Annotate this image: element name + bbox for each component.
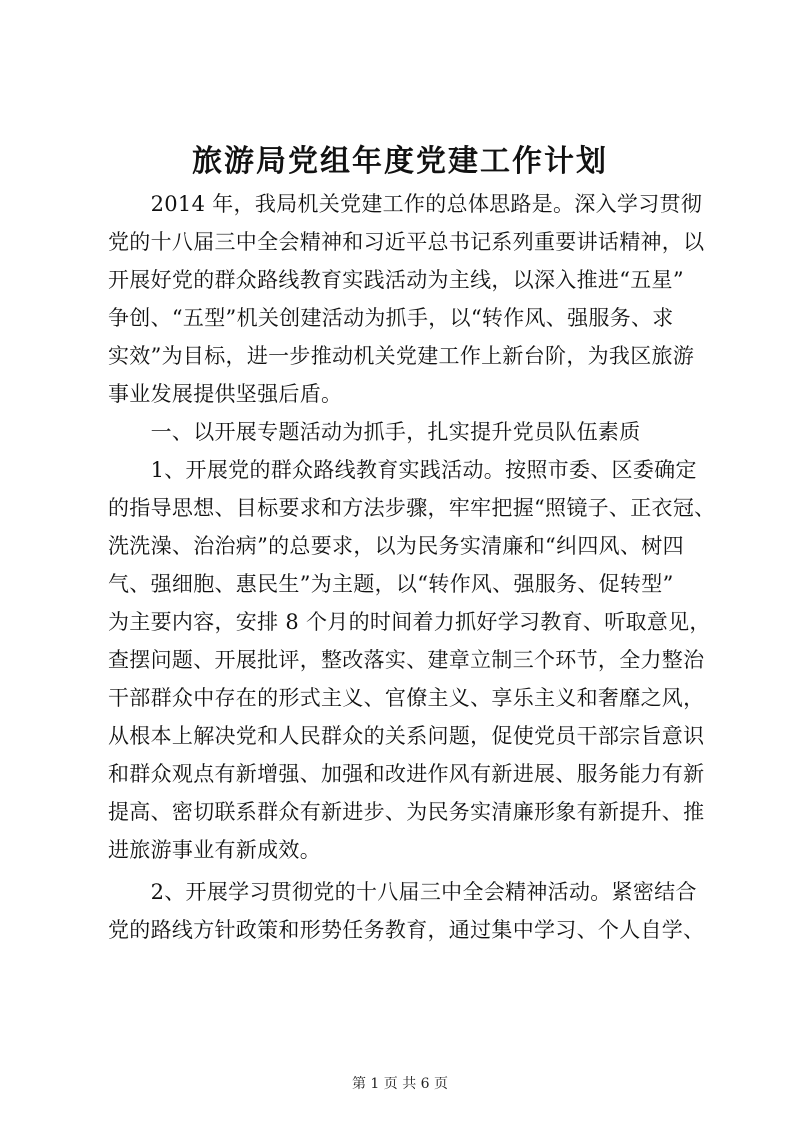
body-line: 1、开展党的群众路线教育实践活动。按照市委、区委确定 <box>108 458 697 482</box>
body-line: 党的路线方针政策和形势任务教育，通过集中学习、个人自学、 <box>108 918 705 942</box>
body-line: 进旅游事业有新成效。 <box>108 838 321 862</box>
body-line: 查摆问题、开展批评，整改落实、建章立制三个环节，全力整治 <box>108 648 705 672</box>
body-line: 实效”为目标，进一步推动机关党建工作上新台阶，为我区旅游 <box>108 344 695 368</box>
body-line: 事业发展提供坚强后盾。 <box>108 382 343 406</box>
body-line: 党的十八届三中全会精神和习近平总书记系列重要讲话精神，以 <box>108 230 705 254</box>
body-line: 争创、“五型”机关创建活动为抓手，以“转作风、强服务、求 <box>108 306 674 330</box>
body-line: 从根本上解决党和人民群众的关系问题，促使党员干部宗旨意识 <box>108 724 705 748</box>
section-heading: 一、以开展专题活动为抓手，扎实提升党员队伍素质 <box>108 420 641 444</box>
body-line: 的指导思想、目标要求和方法步骤，牢牢把握“照镜子、正衣冠、 <box>108 496 716 520</box>
page-footer: 第 1 页 共 6 页 <box>351 1076 449 1092</box>
body-line: 和群众观点有新增强、加强和改进作风有新进展、服务能力有新 <box>108 762 705 786</box>
body-line: 2、开展学习贯彻党的十八届三中全会精神活动。紧密结合 <box>108 880 697 904</box>
body-line: 为主要内容，安排 8 个月的时间着力抓好学习教育、听取意见， <box>108 610 711 634</box>
body-line: 提高、密切联系群众有新进步、为民务实清廉形象有新提升、推 <box>108 800 705 824</box>
body-line: 洗洗澡、治治病”的总要求，以为民务实清廉和“纠四风、树四 <box>108 534 684 558</box>
body-line: 开展好党的群众路线教育实践活动为主线，以深入推进“五星” <box>108 268 684 292</box>
document-title: 旅游局党组年度党建工作计划 <box>192 144 608 179</box>
body-line: 气、强细胞、惠民生”为主题，以“转作风、强服务、促转型” <box>108 572 674 596</box>
body-line: 干部群众中存在的形式主义、官僚主义、享乐主义和奢靡之风， <box>108 686 705 710</box>
body-line: 2014 年，我局机关党建工作的总体思路是。深入学习贯彻 <box>108 192 703 216</box>
